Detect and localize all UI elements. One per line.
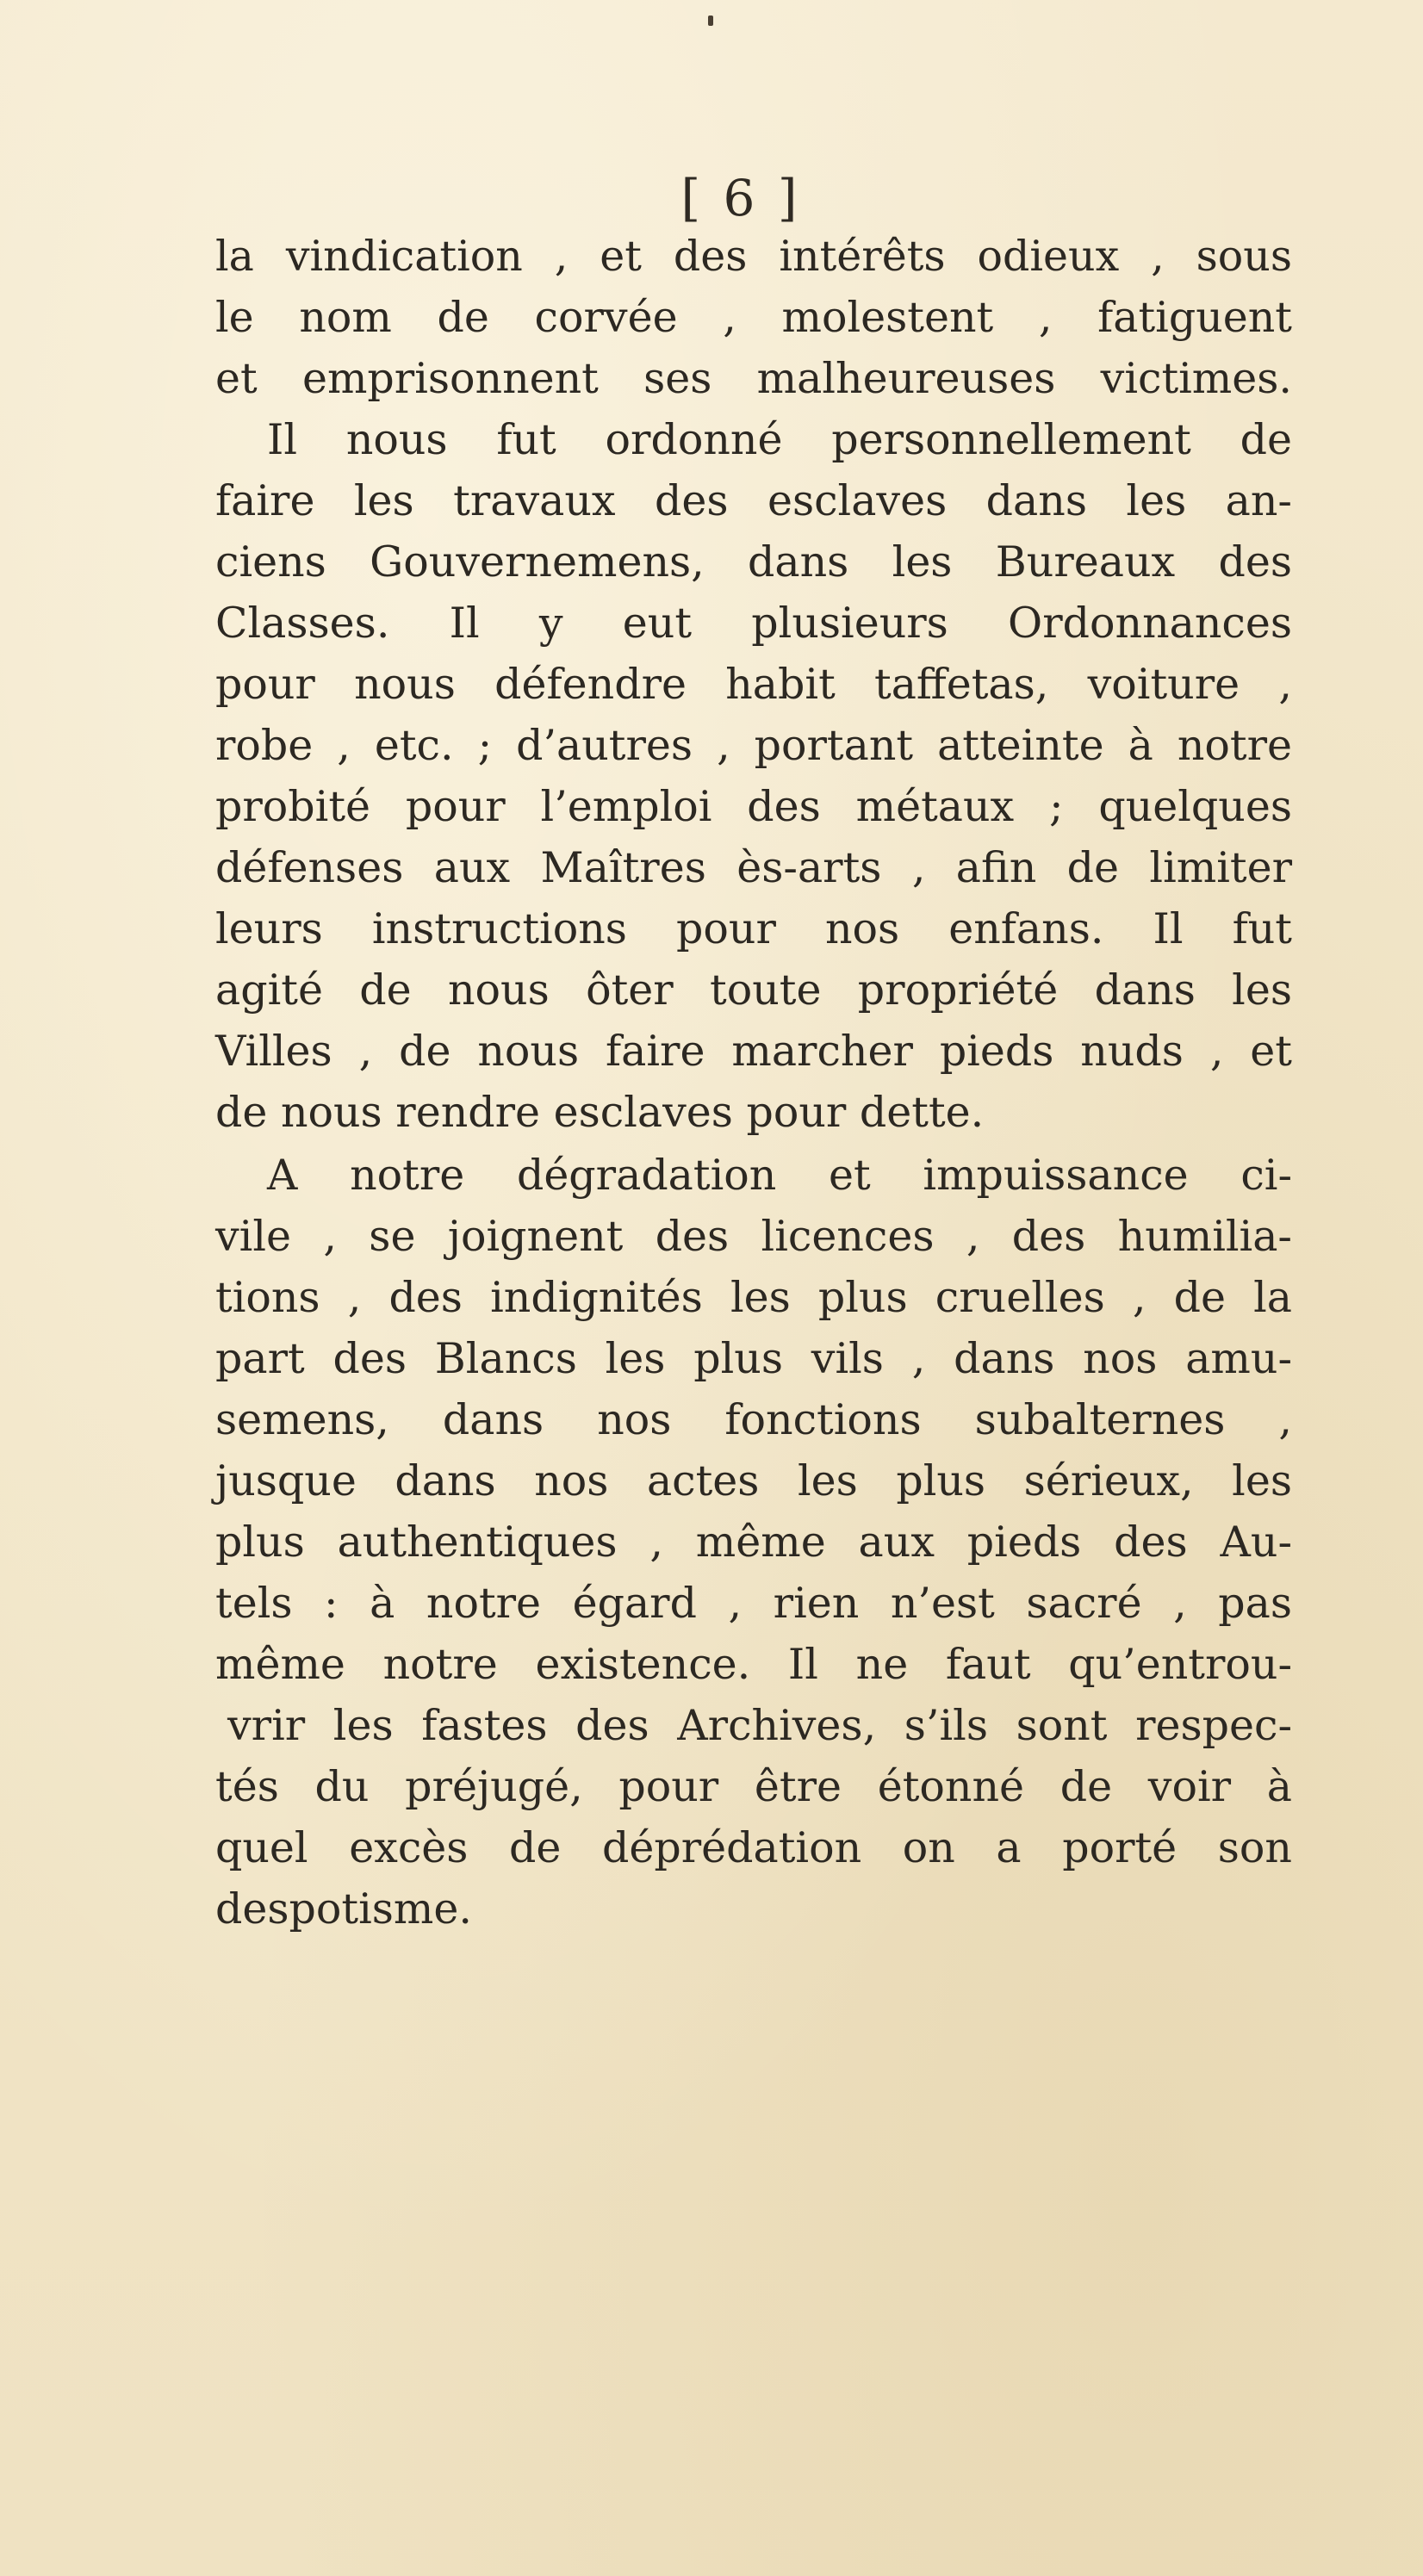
text-line: tions , des indignités les plus cruelles , de la: [215, 1273, 1292, 1322]
text-line: ciens Gouvernemens, dans les Bureaux des: [215, 537, 1292, 587]
text-line: de nous rendre esclaves pour dette.: [215, 1088, 985, 1137]
text-line: le nom de corvée , molestent , fatiguent: [215, 293, 1292, 342]
text-line: et emprisonnent ses malheureuses victimes.: [215, 354, 1292, 403]
text-line: tels : à notre égard , rien n’est sacré , pas: [215, 1579, 1292, 1628]
text-line: despotisme.: [215, 1884, 472, 1934]
text-line: leurs instructions pour nos enfans. Il fut: [215, 904, 1292, 953]
text-line: même notre existence. Il ne faut qu’entrou-: [215, 1640, 1292, 1689]
text-line: plus authentiques , même aux pieds des Au-: [215, 1518, 1292, 1567]
text-line: part des Blancs les plus vils , dans nos amu-: [215, 1334, 1292, 1383]
text-line: A notre dégradation et impuissance ci-: [267, 1151, 1292, 1200]
text-line: défenses aux Maîtres ès-arts , afin de limiter: [215, 843, 1292, 892]
text-line: probité pour l’emploi des métaux ; quelques: [215, 782, 1292, 831]
text-line: Classes. Il y eut plusieurs Ordonnances: [215, 599, 1292, 648]
text-line: quel excès de déprédation on a porté son: [215, 1823, 1292, 1872]
text-line: faire les travaux des esclaves dans les an-: [215, 476, 1292, 525]
text-line: semens, dans nos fonctions subalternes ,: [215, 1395, 1292, 1444]
text-line: Villes , de nous faire marcher pieds nuds , et: [215, 1027, 1292, 1076]
text-line: tés du préjugé, pour être étonné de voir à: [215, 1762, 1292, 1811]
body-text: [215, 226, 1292, 1940]
ink-mark: [708, 16, 713, 26]
page-number: [ 6 ]: [680, 169, 801, 227]
text-line: robe , etc. ; d’autres , portant atteinte à notre: [215, 721, 1292, 770]
text-line: vrir les fastes des Archives, s’ils sont respec-: [227, 1701, 1292, 1750]
text-line: vile , se joignent des licences , des humilia-: [215, 1212, 1292, 1261]
text-line: jusque dans nos actes les plus sérieux, les: [215, 1456, 1292, 1505]
text-line: Il nous fut ordonné personnellement de: [267, 415, 1292, 464]
text-line: pour nous défendre habit taffetas, voiture ,: [215, 660, 1292, 709]
text-line: la vindication , et des intérêts odieux , sous: [215, 232, 1292, 281]
text-line: agité de nous ôter toute propriété dans les: [215, 965, 1292, 1015]
